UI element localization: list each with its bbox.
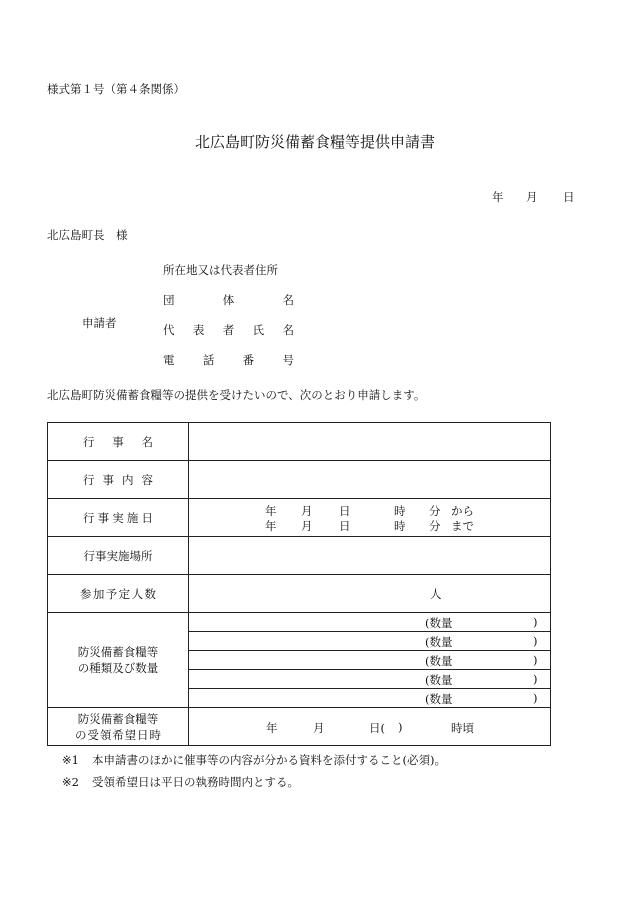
- field-participants[interactable]: [189, 575, 551, 613]
- row-receipt: [48, 708, 551, 746]
- application-table: [47, 422, 551, 746]
- note-mark: ※1: [62, 753, 79, 767]
- row-event-name: [48, 423, 551, 461]
- org-char: 名: [282, 293, 294, 307]
- rep-char: 者: [222, 323, 235, 337]
- note-text: 受領希望日は平日の執務時間内とする。: [92, 775, 299, 789]
- note-text: 本申請書のほかに催事等の内容が分かる資料を添付すること(必須)。: [92, 753, 446, 767]
- label-participants: 参 加 予 定 人 数: [48, 575, 189, 613]
- label-stock: 防災備蓄食糧等 の種類及び数量: [48, 613, 189, 708]
- phone-char: 号: [282, 353, 294, 367]
- label-receipt: 防災備蓄食糧等 の 受 領 希 望 日 時: [48, 708, 189, 746]
- participants-unit: 人: [430, 586, 442, 601]
- rep-char: 名: [282, 323, 294, 337]
- notes: [62, 752, 446, 796]
- phone-char: 番: [242, 353, 255, 367]
- row-event-place: [48, 537, 551, 575]
- org-char: 団: [163, 293, 175, 307]
- field-event-place[interactable]: [189, 537, 551, 575]
- rep-char: 表: [192, 323, 205, 337]
- date-month: 月: [526, 190, 538, 204]
- field-stock-qty[interactable]: (数量 ): [189, 632, 551, 651]
- org-char: 体: [222, 293, 235, 307]
- row-event-content: [48, 461, 551, 499]
- label-event-date: 行 事 実 施 日: [48, 499, 189, 537]
- note-item: [62, 752, 446, 768]
- note-mark: ※2: [62, 775, 79, 789]
- rep-char: 氏: [252, 323, 265, 337]
- applicant-org-label: [163, 292, 294, 308]
- field-event-date[interactable]: 年 月 日 時 分 から 年 月 日 時 分 まで: [189, 499, 551, 537]
- addressee: 北広島町長 様: [47, 228, 128, 242]
- form-number: 様式第１号（第４条関係）: [47, 82, 185, 96]
- form-title: 北広島町防災備蓄食糧等提供申請書: [194, 133, 435, 151]
- intro-text: 北広島町防災備蓄食糧等の提供を受けたいので、次のとおり申請します。: [47, 388, 426, 402]
- field-stock-qty[interactable]: (数量 ): [189, 651, 551, 670]
- row-participants: [48, 575, 551, 613]
- field-event-name[interactable]: [189, 423, 551, 461]
- applicant-phone-label: [163, 352, 294, 368]
- applicant-label: 申請者: [82, 316, 117, 330]
- rep-char: 代: [163, 323, 175, 337]
- date-day: 日: [563, 190, 575, 204]
- applicant-rep-label: [163, 322, 294, 338]
- label-event-name: 行 事 名: [48, 423, 189, 461]
- field-stock-qty[interactable]: (数量 ): [189, 670, 551, 689]
- row-event-date: [48, 499, 551, 537]
- date-year: 年: [492, 190, 504, 204]
- field-receipt[interactable]: 年 月 日( ) 時頃: [189, 708, 551, 746]
- label-event-place: 行事実施場所: [48, 537, 189, 575]
- field-stock-qty[interactable]: (数量 ): [189, 689, 551, 708]
- phone-char: 電: [163, 353, 175, 367]
- row-stock-1: [48, 613, 551, 632]
- field-event-content[interactable]: [189, 461, 551, 499]
- note-item: [62, 774, 446, 790]
- phone-char: 話: [202, 353, 215, 367]
- label-event-content: 行 事 内 容: [48, 461, 189, 499]
- applicant-address-label: 所在地又は代表者住所: [163, 263, 278, 277]
- field-stock-qty[interactable]: (数量 ): [189, 613, 551, 632]
